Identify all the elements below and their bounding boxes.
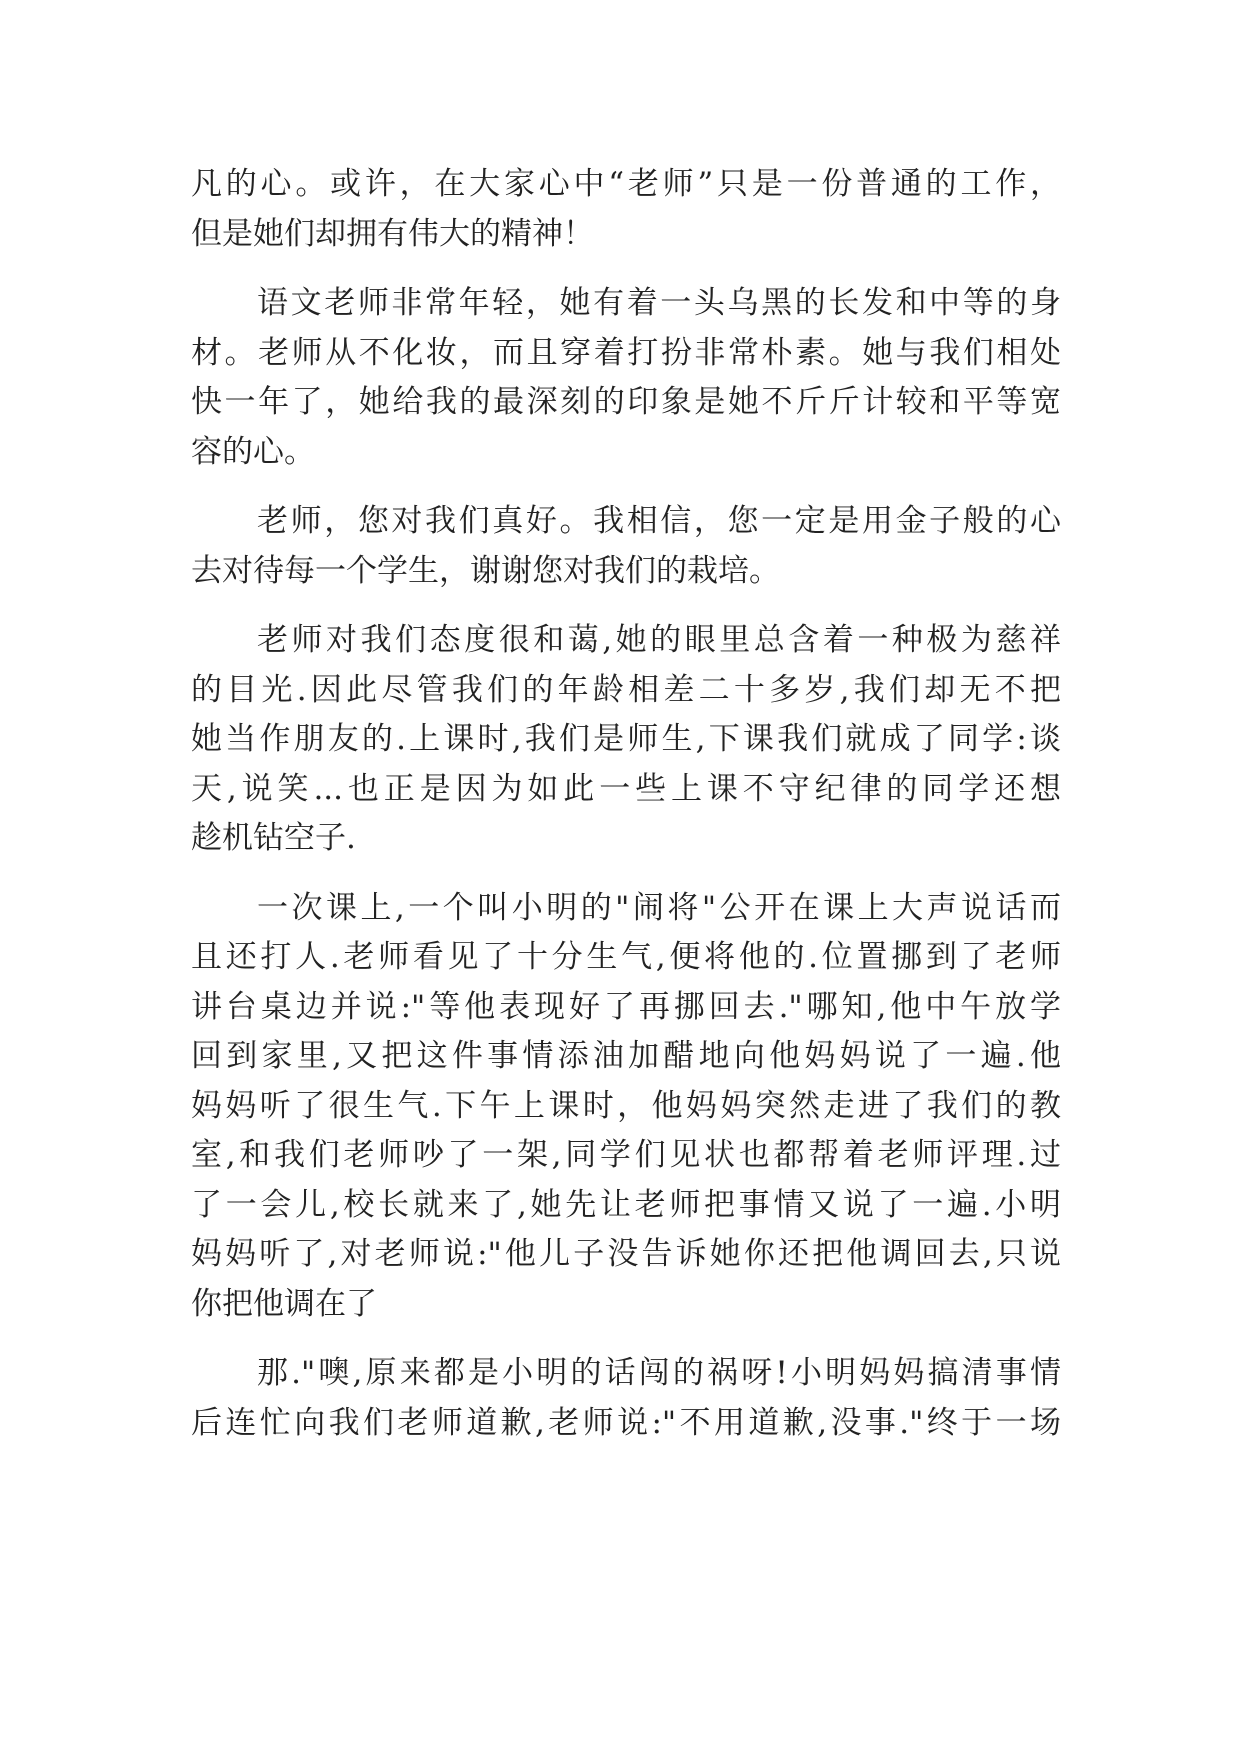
document-body	[191, 160, 1061, 1448]
text-line: 材。老师从不化妆，而且穿着打扮非常朴素。她与我们相处	[191, 334, 1061, 371]
text-line: 妈妈听了很生气.下午上课时，他妈妈突然走进了我们的教	[191, 1087, 1061, 1124]
text-line: 老师，您对我们真好。我相信，您一定是用金子般的心	[257, 503, 1061, 539]
text-line: 讲台桌边并说:"等他表现好了再挪回去."哪知,他中午放学	[191, 988, 1061, 1025]
text-line: 语文老师非常年轻，她有着一头乌黑的长发和中等的身	[257, 285, 1061, 321]
text-line: 你把他调在了	[191, 1285, 377, 1322]
text-line: 凡的心。或许，在大家心中“老师”只是一份普通的工作，	[191, 166, 1061, 202]
text-line: 妈妈听了,对老师说:"他儿子没告诉她你还把他调回去,只说	[191, 1236, 1061, 1272]
text-line: 那."噢,原来都是小明的话闯的祸呀!小明妈妈搞清事情	[257, 1355, 1061, 1391]
text-line: 了一会儿,校长就来了,她先让老师把事情又说了一遍.小明	[191, 1186, 1061, 1223]
text-line: 的目光.因此尽管我们的年龄相差二十多岁,我们却无不把	[191, 671, 1061, 708]
text-line: 她当作朋友的.上课时,我们是师生,下课我们就成了同学:谈	[191, 721, 1061, 757]
paragraph	[191, 1349, 1061, 1448]
text-line: 去对待每一个学生，谢谢您对我们的栽培。	[191, 552, 780, 589]
text-line: 老师对我们态度很和蔼,她的眼里总含着一种极为慈祥	[257, 622, 1061, 658]
paragraph	[191, 279, 1061, 477]
paragraph	[191, 160, 1061, 259]
text-line: 且还打人.老师看见了十分生气,便将他的.位置挪到了老师	[191, 939, 1061, 975]
paragraph	[191, 497, 1061, 596]
text-line: 快一年了，她给我的最深刻的印象是她不斤斤计较和平等宽	[191, 384, 1061, 420]
paragraph	[191, 884, 1061, 1330]
text-line: 天,说笑...也正是因为如此一些上课不守纪律的同学还想	[191, 770, 1061, 807]
text-line: 但是她们却拥有伟大的精神！	[191, 215, 594, 252]
text-line: 回到家里,又把这件事情添油加醋地向他妈妈说了一遍.他	[191, 1038, 1061, 1074]
text-line: 趁机钻空子.	[191, 820, 356, 856]
text-line: 室,和我们老师吵了一架,同学们见状也都帮着老师评理.过	[191, 1137, 1061, 1173]
text-line: 后连忙向我们老师道歉,老师说:"不用道歉,没事."终于一场	[191, 1404, 1061, 1441]
text-line: 容的心。	[191, 433, 315, 470]
text-line: 一次课上,一个叫小明的"闹将"公开在课上大声说话而	[257, 889, 1061, 926]
paragraph	[191, 616, 1061, 864]
